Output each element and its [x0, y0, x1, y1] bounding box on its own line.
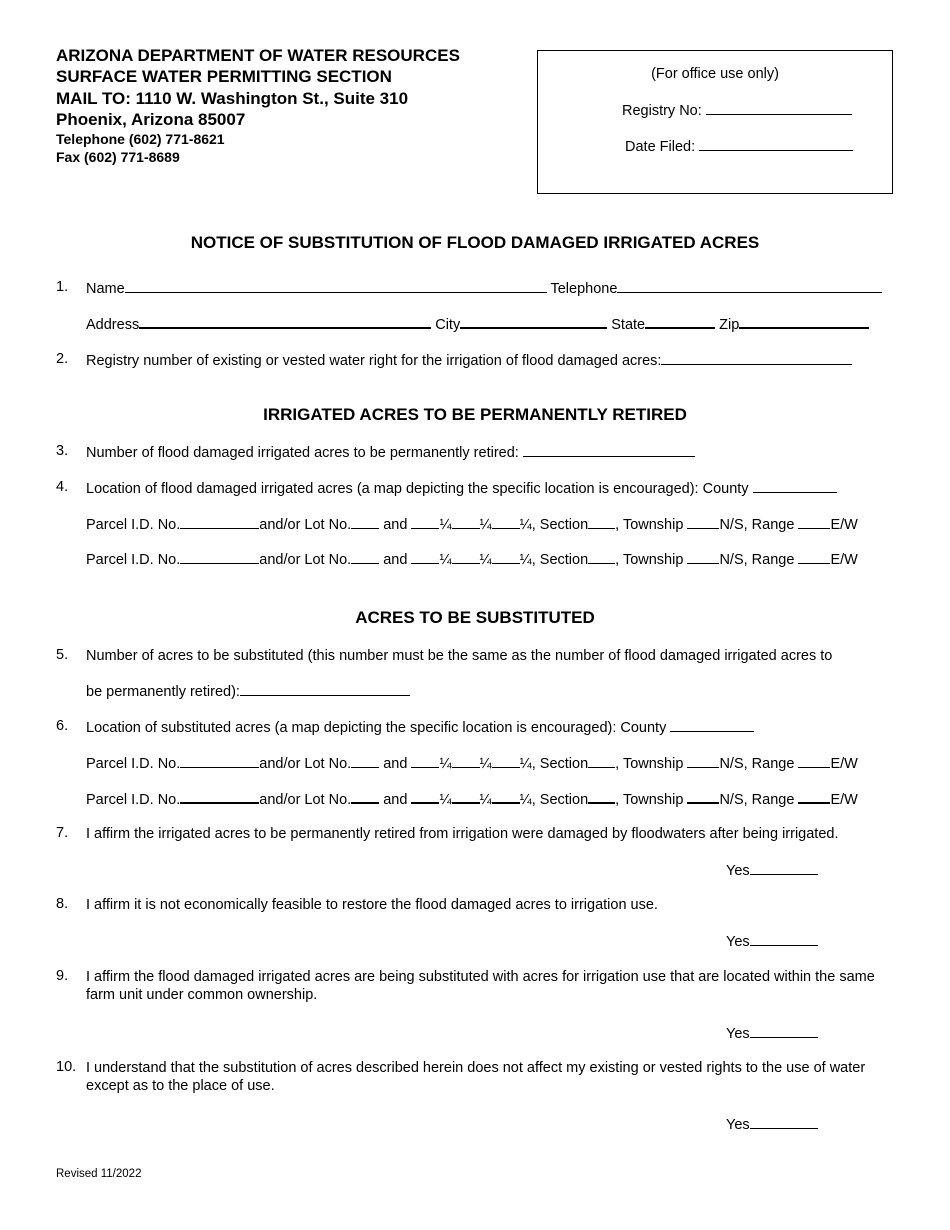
name-label: Name	[86, 281, 125, 297]
agency-name: ARIZONA DEPARTMENT OF WATER RESOURCES	[56, 46, 460, 65]
ns-range-label: N/S, Range	[719, 756, 795, 772]
item-number: 8.	[56, 896, 69, 912]
ew-label: E/W	[830, 756, 858, 772]
retired-acres-row	[86, 443, 695, 462]
yes-field[interactable]	[750, 932, 818, 946]
county-damaged-field[interactable]	[753, 479, 837, 493]
item-number: 4.	[56, 479, 69, 495]
affirm-9-text: I affirm the flood damaged irrigated acres are being substituted with acres for irrigation use that are located within the same farm unit under common ownership.	[86, 969, 875, 1003]
quarter-label: ¼	[479, 552, 492, 568]
quarter-field[interactable]	[411, 789, 439, 804]
affirm-10-text: I understand that the substitution of acres described herein does not affect my existing or vested rights to the use of water except as to the place of use.	[86, 1060, 866, 1094]
yes-field[interactable]	[750, 1115, 818, 1129]
substituted-number-text-2: be permanently retired):	[86, 684, 240, 700]
section-label: ¼, Section	[519, 756, 589, 772]
registry-text: Registry number of existing or vested water right for the irrigation of flood damaged acres:	[86, 353, 662, 369]
section-field[interactable]	[588, 754, 615, 768]
registry-row	[86, 351, 852, 370]
revision-date: Revised 11/2022	[56, 1168, 142, 1180]
quarter-field[interactable]	[411, 550, 439, 564]
quarter-field[interactable]	[411, 515, 439, 529]
township-field[interactable]	[687, 754, 719, 768]
township-label: , Township	[615, 517, 684, 533]
quarter-label: ¼	[479, 756, 492, 772]
ew-label: E/W	[830, 792, 858, 808]
township-label: , Township	[615, 552, 684, 568]
office-use-note: (For office use only)	[651, 66, 779, 82]
quarter-label: ¼	[439, 792, 452, 808]
date-filed-field[interactable]	[699, 137, 853, 151]
and-label: and	[383, 552, 408, 568]
item-number: 10.	[56, 1059, 77, 1075]
yes-label: Yes	[726, 934, 750, 950]
quarter-field[interactable]	[492, 550, 520, 564]
quarter-field[interactable]	[452, 550, 480, 564]
section-field[interactable]	[588, 515, 615, 529]
parcel-row	[86, 550, 858, 569]
item-number: 9.	[56, 968, 69, 984]
quarter-field[interactable]	[492, 789, 520, 804]
mail-to: MAIL TO: 1110 W. Washington St., Suite 310	[56, 89, 409, 108]
quarter-field[interactable]	[411, 754, 439, 768]
yes-field[interactable]	[750, 1024, 818, 1038]
parcel-label: Parcel I.D. No.	[86, 517, 181, 533]
range-field[interactable]	[798, 550, 830, 564]
township-field[interactable]	[687, 515, 719, 529]
item-number: 6.	[56, 718, 69, 734]
parcel-id-field[interactable]	[180, 550, 259, 564]
yes-row	[726, 1115, 818, 1133]
ew-label: E/W	[830, 517, 858, 533]
city-field[interactable]	[460, 314, 607, 329]
quarter-label: ¼	[479, 792, 492, 808]
item-number: 7.	[56, 825, 69, 841]
lot-label: and/or Lot No.	[259, 552, 352, 568]
retired-acres-field[interactable]	[523, 443, 695, 457]
yes-label: Yes	[726, 1117, 750, 1133]
item-number: 2.	[56, 351, 69, 367]
yes-label: Yes	[726, 1026, 750, 1042]
parcel-label: Parcel I.D. No.	[86, 756, 181, 772]
parcel-label: Parcel I.D. No.	[86, 552, 181, 568]
name-row	[86, 279, 882, 298]
yes-field[interactable]	[750, 861, 818, 875]
parcel-row	[86, 789, 858, 809]
telephone: Telephone (602) 771-8621	[56, 131, 225, 147]
range-field[interactable]	[798, 515, 830, 529]
ns-range-label: N/S, Range	[719, 552, 795, 568]
zip-field[interactable]	[739, 314, 869, 329]
quarter-label: ¼	[479, 517, 492, 533]
location-damaged-text: Location of flood damaged irrigated acres (a map depicting the specific location is encouraged): County	[86, 481, 749, 497]
date-filed-label: Date Filed:	[625, 139, 696, 155]
yes-label: Yes	[726, 863, 750, 879]
zip-label: Zip	[719, 317, 740, 333]
section-retired-heading: IRRIGATED ACRES TO BE PERMANENTLY RETIRED	[263, 405, 687, 424]
township-field[interactable]	[687, 550, 719, 564]
lot-label: and/or Lot No.	[259, 517, 352, 533]
retired-acres-text: Number of flood damaged irrigated acres to be permanently retired:	[86, 445, 519, 461]
location-damaged-row	[86, 479, 837, 498]
range-field[interactable]	[798, 789, 830, 804]
parcel-label: Parcel I.D. No.	[86, 792, 181, 808]
section-label: ¼, Section	[519, 792, 589, 808]
parcel-row	[86, 515, 858, 534]
section-field[interactable]	[588, 550, 615, 564]
city-label: City	[435, 317, 461, 333]
address-label: Address	[86, 317, 140, 333]
and-label: and	[383, 792, 408, 808]
fax: Fax (602) 771-8689	[56, 149, 180, 165]
parcel-id-field[interactable]	[180, 515, 259, 529]
yes-row	[726, 1024, 818, 1042]
substituted-number-text: Number of acres to be substituted (this number must be the same as the number of flood damaged irrigated acres to	[86, 648, 833, 664]
location-substituted-row	[86, 718, 754, 737]
registry-no-label: Registry No:	[622, 103, 702, 119]
lot-field[interactable]	[351, 754, 379, 768]
lot-field[interactable]	[351, 789, 379, 804]
township-label: , Township	[615, 756, 684, 772]
ns-range-label: N/S, Range	[719, 517, 795, 533]
item-number: 3.	[56, 443, 69, 459]
ew-label: E/W	[830, 552, 858, 568]
section-substituted-heading: ACRES TO BE SUBSTITUTED	[355, 608, 595, 627]
and-label: and	[383, 756, 408, 772]
telephone-label: Telephone	[550, 281, 618, 297]
quarter-label: ¼	[439, 517, 452, 533]
quarter-label: ¼	[439, 756, 452, 772]
parcel-id-field[interactable]	[180, 789, 259, 804]
name-field[interactable]	[125, 279, 547, 293]
form-title: NOTICE OF SUBSTITUTION OF FLOOD DAMAGED IRRIGATED ACRES	[190, 233, 760, 252]
quarter-field[interactable]	[452, 789, 480, 804]
date-filed-row	[625, 137, 853, 155]
registry-no-row	[622, 101, 852, 119]
quarter-field[interactable]	[452, 515, 480, 529]
section-label: ¼, Section	[519, 517, 589, 533]
address-field[interactable]	[139, 314, 431, 329]
lot-label: and/or Lot No.	[259, 756, 352, 772]
parcel-id-field[interactable]	[180, 754, 259, 768]
yes-row	[726, 861, 818, 879]
range-field[interactable]	[798, 754, 830, 768]
parcel-row	[86, 754, 858, 773]
item-number: 1.	[56, 279, 69, 295]
item-number: 5.	[56, 647, 69, 663]
quarter-field[interactable]	[452, 754, 480, 768]
affirm-8-text: I affirm it is not economically feasible to restore the flood damaged acres to irrigation use.	[86, 897, 658, 913]
section-label: ¼, Section	[519, 552, 589, 568]
township-label: , Township	[615, 792, 684, 808]
substituted-number-row	[86, 682, 410, 701]
lot-field[interactable]	[351, 550, 379, 564]
state-field[interactable]	[645, 314, 715, 329]
location-substituted-text: Location of substituted acres (a map depicting the specific location is encouraged): County	[86, 720, 667, 736]
section-field[interactable]	[588, 789, 615, 804]
and-label: and	[383, 517, 408, 533]
quarter-label: ¼	[439, 552, 452, 568]
state-label: State	[611, 317, 646, 333]
lot-label: and/or Lot No.	[259, 792, 352, 808]
quarter-field[interactable]	[492, 754, 520, 768]
city-line: Phoenix, Arizona 85007	[56, 110, 246, 129]
affirm-7-text: I affirm the irrigated acres to be permanently retired from irrigation were damaged by floodwaters after being irrigated.	[86, 826, 839, 842]
address-row	[86, 314, 869, 334]
substituted-acres-field[interactable]	[240, 682, 410, 696]
section-name: SURFACE WATER PERMITTING SECTION	[56, 67, 392, 86]
ns-range-label: N/S, Range	[719, 792, 795, 808]
township-field[interactable]	[687, 789, 719, 804]
quarter-field[interactable]	[492, 515, 520, 529]
registry-no-field[interactable]	[706, 101, 852, 115]
registry-field[interactable]	[661, 351, 852, 365]
telephone-field[interactable]	[617, 279, 882, 293]
yes-row	[726, 932, 818, 950]
lot-field[interactable]	[351, 515, 379, 529]
county-substituted-field[interactable]	[670, 718, 754, 732]
